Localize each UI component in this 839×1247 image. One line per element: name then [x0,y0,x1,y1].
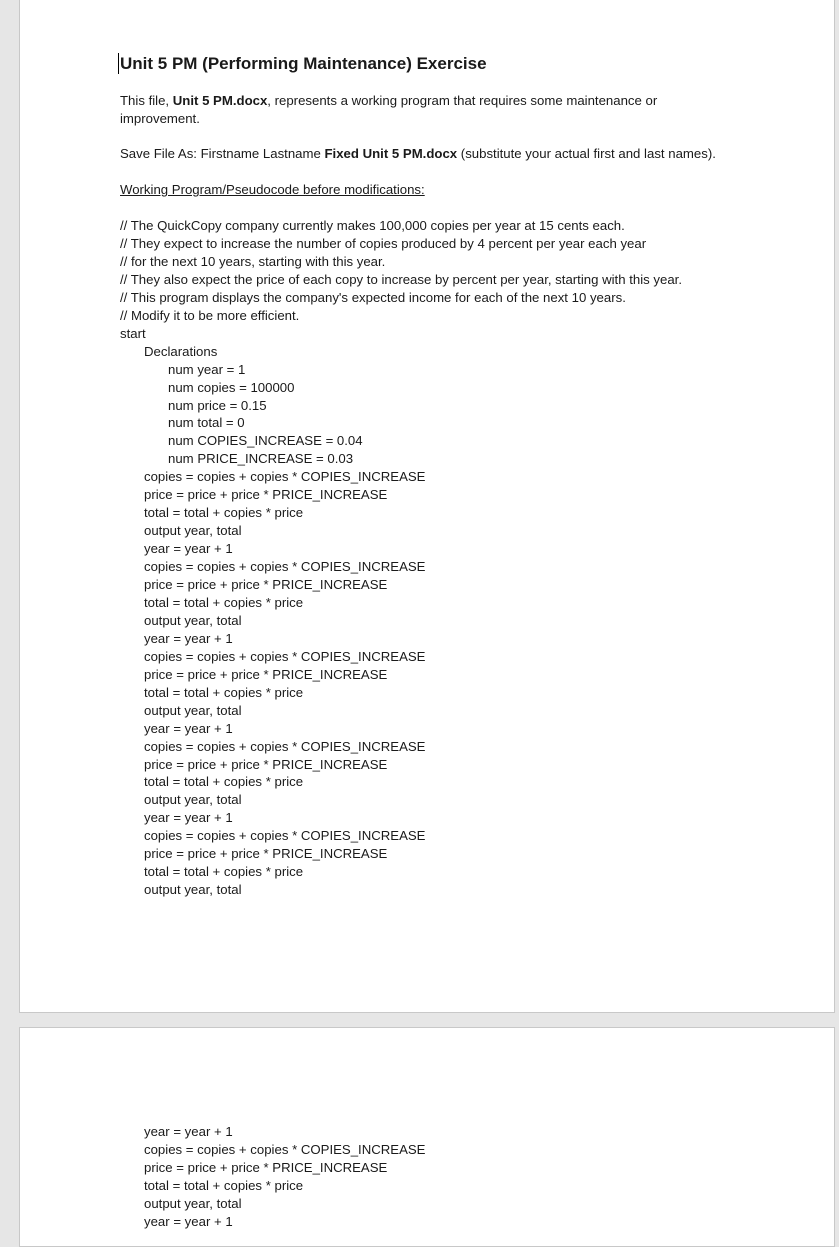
document-title: Unit 5 PM (Performing Maintenance) Exercise [120,54,487,73]
comment-line: // for the next 10 years, starting with this year. [120,253,386,269]
code-line: price = price + price * PRICE_INCREASE [144,577,388,592]
code-line: price = price + price * PRICE_INCREASE [144,846,388,862]
comment-line: // Modify it to be more efficient. [120,307,300,323]
code-line: copies = copies + copies * COPIES_INCREASE [144,1141,426,1157]
code-line: total = total + copies * price [144,684,304,700]
declaration-line: num PRICE_INCREASE = 0.03 [168,451,354,467]
save-as-paragraph [120,145,820,163]
intro-paragraph [120,92,730,128]
comment-line: // They also expect the price of each copy to increase by percent per year, starting with this year. [120,271,682,287]
declaration-line: num copies = 100000 [168,379,295,395]
code-line: price = price + price * PRICE_INCREASE [144,1159,388,1175]
declaration-line: num total = 0 [168,415,245,431]
code-line: total = total + copies * price [144,505,304,521]
document-page-2[interactable] [19,1027,835,1247]
start-keyword: start [120,325,146,341]
comment-line: // The QuickCopy company currently makes 100,000 copies per year at 15 cents each. [120,218,625,233]
code-line: copies = copies + copies * COPIES_INCREASE [144,738,426,754]
code-line: year = year + 1 [144,1213,233,1229]
code-line: price = price + price * PRICE_INCREASE [144,666,388,682]
code-line: output year, total [144,792,242,808]
save-prefix: Save File As: Firstname Lastname [120,146,325,161]
code-line: year = year + 1 [144,720,233,736]
document-page-1[interactable] [19,0,835,1013]
code-line: copies = copies + copies * COPIES_INCREASE [144,648,426,664]
code-line: year = year + 1 [144,630,233,646]
code-line: total = total + copies * price [144,774,304,790]
save-filename: Fixed Unit 5 PM.docx [324,146,458,161]
declarations-label: Declarations [144,343,218,359]
save-suffix: (substitute your actual first and last names). [457,146,716,161]
code-line: year = year + 1 [144,1124,233,1139]
code-line: total = total + copies * price [144,1177,304,1193]
code-line: output year, total [144,702,242,718]
comment-line: // They expect to increase the number of copies produced by 4 percent per year each year [120,235,647,251]
code-line: copies = copies + copies * COPIES_INCREASE [144,828,426,844]
section-heading: Working Program/Pseudocode before modifications: [120,182,425,197]
code-line: output year, total [144,882,242,898]
code-line: total = total + copies * price [144,594,304,610]
declaration-line: num COPIES_INCREASE = 0.04 [168,433,363,449]
code-line: output year, total [144,523,242,539]
text-cursor [118,53,119,74]
intro-suffix: , represents a working program that requires some maintenance or improvement. [120,93,658,126]
comment-line: // This program displays the company's expected income for each of the next 10 years. [120,289,626,305]
declaration-line: num price = 0.15 [168,397,267,413]
code-line: year = year + 1 [144,541,233,557]
intro-filename: Unit 5 PM.docx [172,93,268,108]
code-line: total = total + copies * price [144,864,304,880]
code-line: output year, total [144,612,242,628]
code-line: output year, total [144,1195,242,1211]
code-line: price = price + price * PRICE_INCREASE [144,487,388,503]
code-line: copies = copies + copies * COPIES_INCREASE [144,469,426,485]
intro-prefix: This file, [120,93,173,108]
code-line: copies = copies + copies * COPIES_INCREASE [144,559,426,575]
code-line: price = price + price * PRICE_INCREASE [144,756,388,772]
code-line: year = year + 1 [144,810,233,826]
declaration-line: num year = 1 [168,361,246,377]
